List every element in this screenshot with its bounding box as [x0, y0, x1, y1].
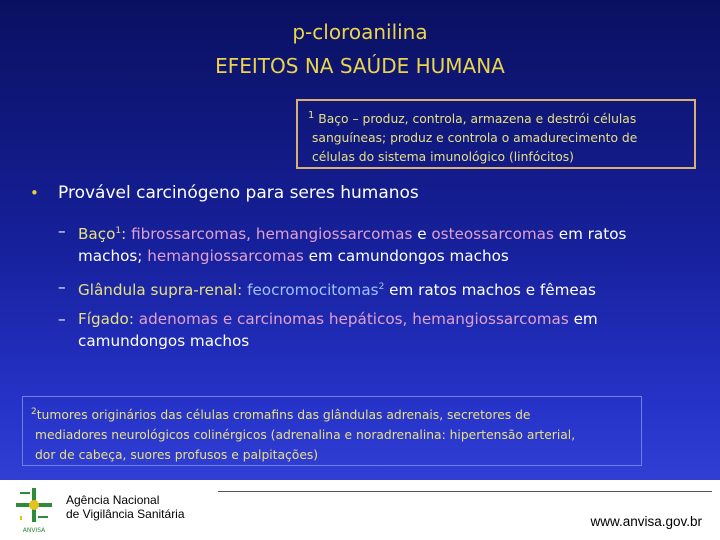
- glandula-sup: 2: [378, 282, 385, 292]
- baco-sup: 1: [115, 226, 122, 236]
- dash-icon: –: [58, 310, 66, 328]
- footer-bar: [0, 480, 720, 540]
- baco-label: Baço: [78, 225, 116, 244]
- website-url[interactable]: www.anvisa.gov.br: [590, 514, 702, 529]
- definition-line-1: Baço – produz, controla, armazena e destrói células: [318, 112, 637, 127]
- anvisa-logo-icon: [12, 486, 56, 534]
- spleen-definition-box: [296, 99, 696, 169]
- footnote-line-3: dor de cabeça, suores profusos e palpitações): [35, 448, 319, 463]
- sub-item-glandula: [58, 276, 718, 301]
- logo-text: ANVISA: [22, 527, 46, 534]
- slide-title: p-cloroanilina: [292, 20, 428, 44]
- footnote-line-2: mediadores neurológicos colinérgicos (adrenalina e noradrenalina: hipertensão arterial,: [35, 428, 576, 443]
- footer-divider: [218, 491, 712, 492]
- footnote-marker: 2: [31, 407, 37, 417]
- slide-subtitle: EFEITOS NA SAÚDE HUMANA: [215, 54, 505, 78]
- agency-line-2: de Vigilância Sanitária: [66, 507, 185, 521]
- baco-hemangio: hemangiossarcomas: [147, 247, 304, 266]
- agency-line-1: Agência Nacional: [66, 493, 160, 507]
- definition-marker: 1: [308, 110, 315, 121]
- definition-line-3: células do sistema imunológico (linfócitos): [312, 150, 574, 165]
- baco-colon: :: [121, 225, 127, 244]
- definition-line-2: sanguíneas; produz e controla o amadurecimento de: [312, 131, 638, 146]
- agency-name: [66, 493, 185, 521]
- glandula-rest: em ratos machos e fêmeas: [389, 281, 596, 300]
- baco-fibro: fibrossarcomas, hemangiossarcomas: [131, 225, 413, 244]
- dash-icon: –: [58, 222, 66, 240]
- figado-rest-2: camundongos machos: [78, 332, 250, 350]
- footnote-line-1: tumores originários das células cromafins das glândulas adrenais, secretores de: [36, 408, 531, 423]
- figado-aden: adenomas e carcinomas hepáticos, hemangiossarcomas: [138, 310, 569, 328]
- footnote-box: [22, 396, 642, 466]
- figado-label: Fígado:: [78, 310, 134, 328]
- sub-item-figado: [58, 308, 718, 352]
- dash-icon: –: [58, 278, 66, 296]
- baco-and: e: [417, 225, 427, 244]
- glandula-feo: feocromocitomas: [247, 281, 379, 300]
- bullet-dot-icon: •: [30, 184, 39, 202]
- sub-item-baco: [58, 220, 718, 267]
- baco-rest-3: em camundongos machos: [308, 247, 509, 266]
- baco-rest-1: em ratos: [558, 225, 627, 244]
- glandula-label: Glândula supra-renal:: [78, 281, 243, 300]
- main-bullet: Provável carcinógeno para seres humanos: [58, 183, 419, 203]
- baco-osteo: osteossarcomas: [431, 225, 554, 244]
- baco-rest-2: machos;: [78, 247, 143, 266]
- figado-rest-1: em: [573, 310, 598, 328]
